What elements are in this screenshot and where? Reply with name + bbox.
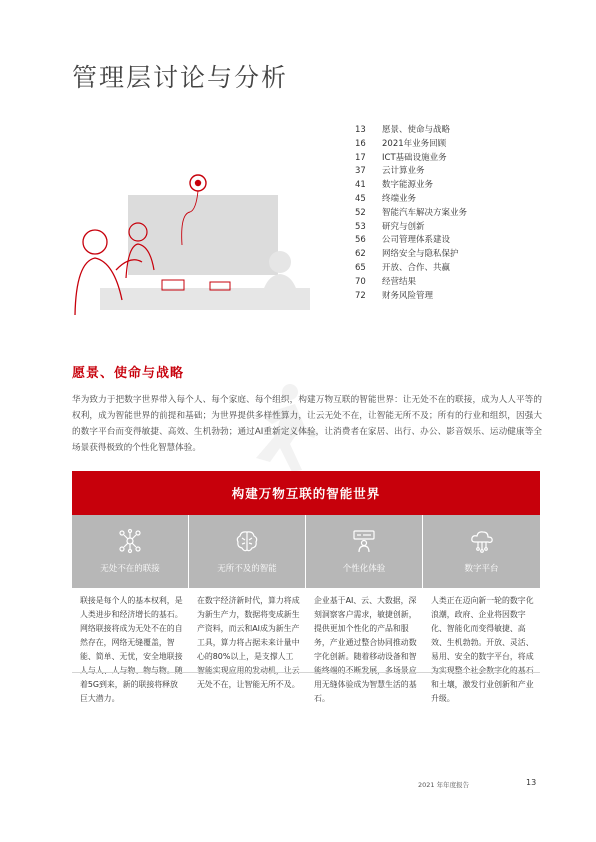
pillar-title: 无所不及的智能 bbox=[217, 564, 277, 574]
cloud-platform-icon bbox=[469, 528, 495, 554]
pillar-description: 联接是每个人的基本权利，是人类进步和经济增长的基石。网络联接将成为无处不在的自然存在，网络无缝覆盖，智能、简单、无忧，安全地联接人与人、人与物、物与物。随着5G到来，新的联接将释放巨大潜力。 bbox=[80, 596, 183, 703]
page-number: 13 bbox=[526, 778, 537, 787]
person-experience-icon bbox=[351, 528, 377, 554]
toc-item[interactable]: 62 网络安全与隐私保护 bbox=[355, 249, 459, 260]
toc-item[interactable]: 37 云计算业务 bbox=[355, 166, 425, 177]
toc-item[interactable]: 13 愿景、使命与战略 bbox=[355, 125, 451, 135]
pillar-card bbox=[189, 515, 306, 588]
toc-item[interactable]: 16 2021年业务回顾 bbox=[355, 138, 447, 149]
toc-item[interactable]: 45 终端业务 bbox=[355, 193, 417, 204]
toc-item[interactable]: 70 经营结果 bbox=[355, 276, 417, 287]
pillar-connectivity bbox=[72, 515, 189, 703]
toc-item[interactable]: 53 研究与创新 bbox=[355, 221, 425, 232]
pillars bbox=[72, 515, 540, 703]
network-icon bbox=[117, 528, 143, 554]
meeting-illustration bbox=[70, 150, 320, 320]
pillar-intelligence bbox=[189, 515, 306, 698]
toc-item[interactable]: 65 开放、合作、共赢 bbox=[355, 262, 451, 273]
table-of-contents bbox=[355, 124, 555, 303]
pillar-description: 人类正在迈向新一轮的数字化浪潮，政府、企业将因数字化、智能化而变得敏捷、高效、生机勃勃。开放、灵活、易用、安全的数字平台，将成为实现整个社会数字化的基石和土壤，激发行业创新和产业升级。 bbox=[431, 596, 534, 703]
toc-item[interactable]: 17 ICT基础设施业务 bbox=[355, 152, 447, 163]
pillar-personalized-experience bbox=[306, 515, 423, 703]
toc-item[interactable]: 41 数字能源业务 bbox=[355, 180, 434, 191]
pillar-description: 企业基于AI、云、大数据，深刻洞察客户需求，敏捷创新，提供更加个性化的产品和服务，产业通过整合协同推动数字化创新。随着移动设备和智能终端的不断发展，多场景应用无缝体验成为智慧生活的基石。 bbox=[314, 596, 417, 703]
intro-paragraph: 华为致力于把数字世界带入每个人、每个家庭、每个组织，构建万物互联的智能世界：让无处不在的联接，成为人人平等的权利，成为智能世界的前提和基础；为世界提供多样性算力，让云无处不在，让智能无所不及；所有的行业和组织，因强大的数字平台而变得敏捷、高效、生机勃勃；通过AI重新定义体验，让消费者在家居、出行、办公、影音娱乐、运动健康等全场景获得极致的个性化智慧体验。 bbox=[72, 395, 542, 453]
toc-item[interactable]: 52 智能汽车解决方案业务 bbox=[355, 207, 468, 218]
toc-item[interactable]: 56 公司管理体系建设 bbox=[355, 235, 451, 246]
pillar-title: 无处不在的联接 bbox=[100, 564, 160, 574]
divider bbox=[72, 672, 540, 673]
toc-item[interactable]: 72 财务风险管理 bbox=[355, 290, 434, 301]
pillar-card bbox=[72, 515, 189, 588]
pillar-title: 个性化体验 bbox=[342, 564, 386, 574]
footer-report-title: 2021 年年度报告 bbox=[418, 781, 470, 789]
pillar-description: 在数字经济新时代，算力将成为新生产力，数据将变成新生产资料，而云和AI成为新生产工具，算力将占据未来计量中心的80%以上，是支撑人工智能实现应用的发动机，让云无处不在，让智能无所不及。 bbox=[197, 596, 300, 689]
pillar-title: 数字平台 bbox=[464, 564, 499, 574]
pillar-card bbox=[423, 515, 540, 588]
section-heading: 愿景、使命与战略 bbox=[72, 366, 185, 381]
vision-banner-text: 构建万物互联的智能世界 bbox=[231, 486, 381, 501]
brain-icon bbox=[234, 528, 260, 554]
page-title: 管理层讨论与分析 bbox=[72, 63, 289, 92]
pillar-card bbox=[306, 515, 423, 588]
pillar-digital-platform bbox=[423, 515, 540, 703]
vision-banner bbox=[72, 471, 540, 515]
